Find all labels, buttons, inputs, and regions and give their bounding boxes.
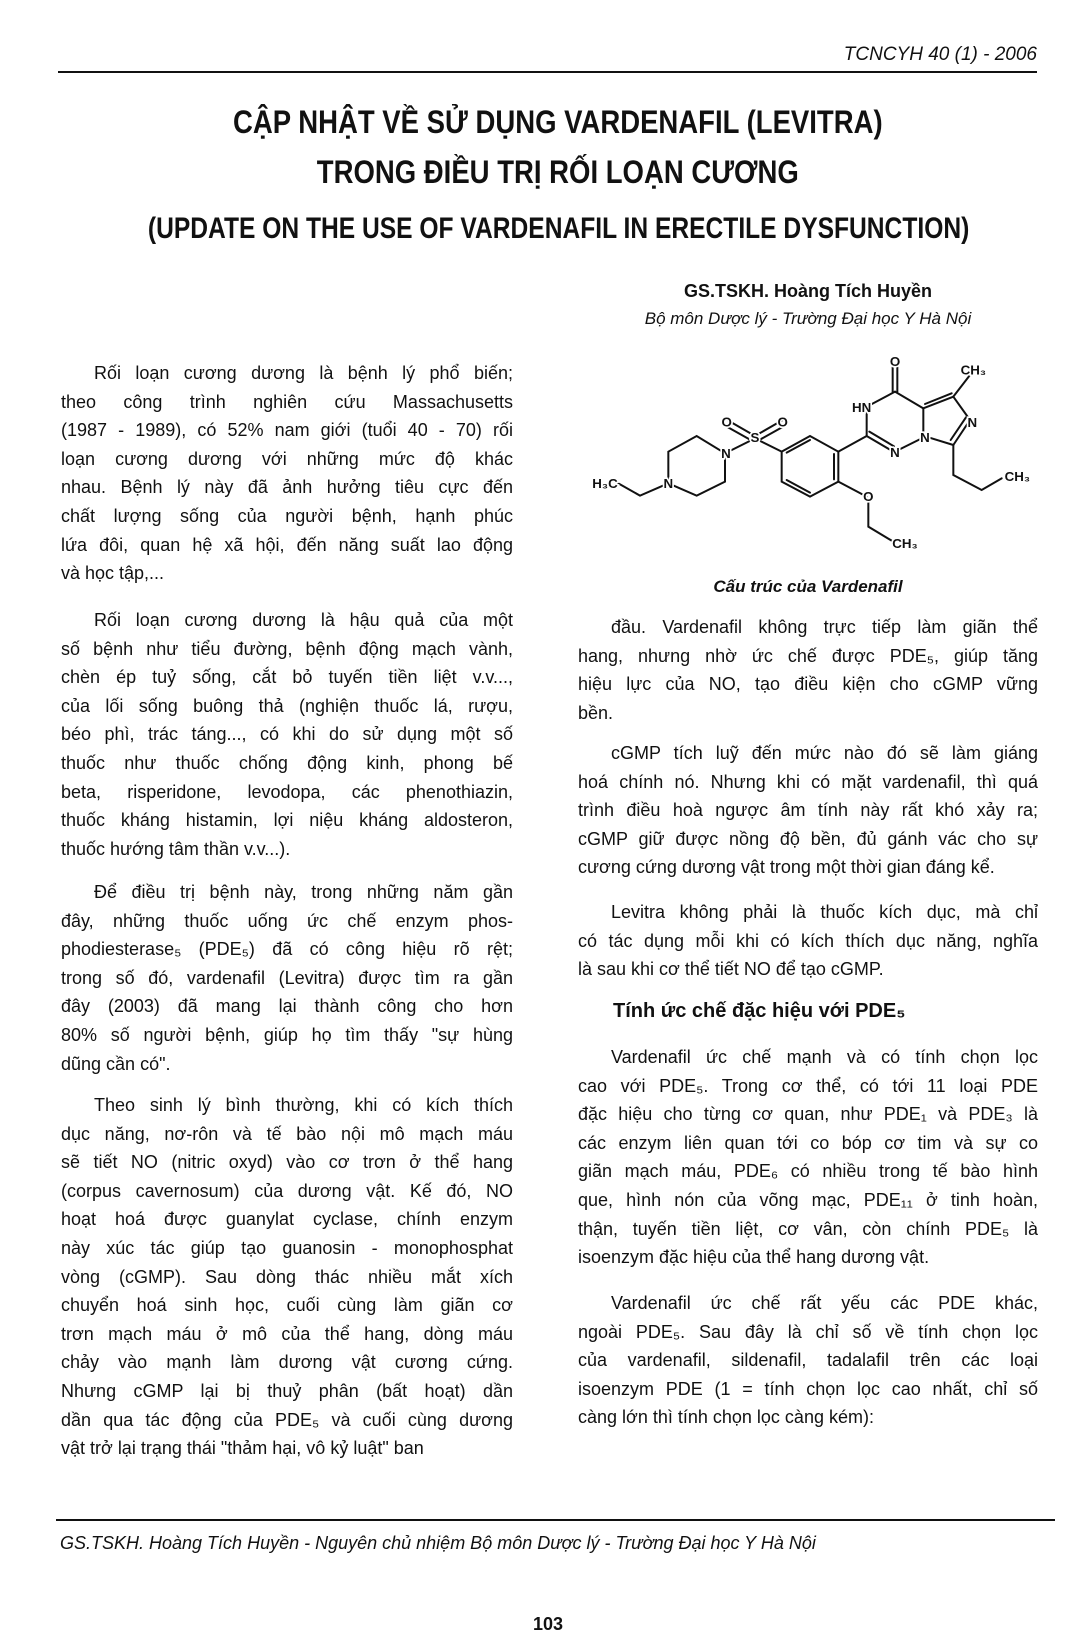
author-affiliation: Bộ môn Dược lý - Trường Đại học Y Hà Nội — [644, 309, 972, 328]
paragraph — [578, 1043, 1038, 1272]
title-line-1: CẬP NHẬT VỀ SỬ DỤNG VARDENAFIL (LEVITRA) — [232, 104, 883, 140]
atom-label: H₃C — [592, 475, 618, 491]
paragraph — [61, 1091, 513, 1463]
text-line: giãn mạch máu, PDE₆ có nhiều trong tế bào hình — [578, 1161, 1038, 1182]
text-line: Nhưng cGMP lại bị thuỷ phân (bất hoạt) dần — [61, 1380, 513, 1401]
footnote-rule — [56, 1519, 1055, 1521]
text-line: Vardenafil ức chế rất yếu các PDE khác, — [611, 1293, 1038, 1313]
text-line: bền. — [578, 702, 614, 723]
vardenafil-structure-diagram — [540, 330, 1050, 580]
title-line-2: TRONG ĐIỀU TRỊ RỐI LOẠN CƯƠNG — [316, 154, 799, 190]
text-line: thuốc hướng tâm thần v.v...). — [61, 838, 291, 859]
text-line: của lối sống buông thả (nghiện thuốc lá, rượu, — [61, 695, 513, 716]
text-line: (corpus cavernosum) của dương vật. Kế đó, NO — [61, 1180, 513, 1201]
atom-label: O — [863, 489, 874, 505]
text-line: dần qua tác động của PDE₅ và cuối cùng dương — [61, 1409, 513, 1430]
text-line: dũng cần có". — [61, 1053, 171, 1074]
text-line: trình điều hoà ngược âm tính này rất khó xảy ra; — [578, 800, 1038, 821]
text-line: thuốc kháng histamin, lợi niệu kháng aldosteron, — [61, 810, 513, 831]
text-line: số bệnh như tiểu đường, bệnh động mạch vành, — [61, 638, 513, 659]
text-line: loạn cương dương với những mức độ khác — [61, 448, 513, 469]
figure-caption: Cấu trúc của Vardenafil — [713, 577, 903, 596]
text-line: theo công trình nghiên cứu Massachusetts — [61, 391, 513, 412]
text-line: Để điều trị bệnh này, trong những năm gần — [94, 882, 513, 902]
text-line: nhau. Bệnh lý này đã ảnh hưởng tiêu cực đến — [61, 477, 513, 498]
atom-label: N — [890, 445, 900, 461]
text-line: phodiesterase₅ (PDE₅) đã có công hiệu rõ rệt; — [61, 939, 513, 960]
text-line: vòng (cGMP). Sau dòng thác nhiều mắt xích — [61, 1266, 513, 1287]
text-line: trong số đó, vardenafil (Levitra) được tìm ra gần — [61, 967, 513, 988]
text-line: béo phì, trác táng..., có khi do sử dụng một số — [61, 724, 513, 745]
text-line: cGMP giữ được nồng độ bền, đủ gánh vác cho sự — [578, 828, 1038, 849]
text-line: Rối loạn cương dương là bệnh lý phổ biến; — [94, 363, 513, 383]
paragraph — [578, 1289, 1038, 1432]
structure-bonds — [618, 362, 1001, 542]
text-line: beta, risperidone, levodopa, các phenothiazin, — [61, 781, 513, 802]
text-line: càng lớn thì tính chọn lọc càng kém): — [578, 1407, 874, 1428]
atom-label: O — [721, 414, 732, 430]
author-name: GS.TSKH. Hoàng Tích Huyền — [683, 281, 933, 301]
atom-label: CH₃ — [1004, 469, 1031, 485]
text-line: cao với PDE₅. Trong cơ thể, có tới 11 loại PDE — [578, 1075, 1038, 1096]
text-line: của vardenafil, sildenafil, tadalafil trên các loại — [578, 1350, 1038, 1371]
paragraph — [61, 878, 513, 1078]
page-number: 103 — [532, 1614, 564, 1634]
text-line: 80% số người bệnh, giúp họ tìm thấy "sự hùng — [61, 1024, 513, 1045]
text-line: lứa đôi, quan hệ xã hội, đến năng suất lao động — [61, 534, 513, 555]
text-line: chất lượng sống của người bệnh, hạnh phúc — [61, 505, 513, 526]
text-line: cGMP tích luỹ đến mức nào đó sẽ làm giáng — [611, 743, 1038, 763]
paragraph — [578, 898, 1038, 984]
text-line: và học tập,... — [61, 563, 165, 584]
text-line: có tác dụng mỗi khi có kích thích dục năng, nghĩa — [578, 930, 1038, 951]
atom-label: CH₃ — [892, 535, 918, 551]
author-footnote: GS.TSKH. Hoàng Tích Huyền - Nguyên chủ nhiệm Bộ môn Dược lý - Trường Đại học Y Hà Nội — [60, 1533, 816, 1553]
text-line: trơn mạch máu ở mô của thể hang, dòng máu — [61, 1323, 513, 1344]
atom-label: N — [920, 429, 930, 445]
text-line: là sau khi cơ thể tiết NO để tạo cGMP. — [578, 959, 884, 980]
text-line: que, hình nón của võng mạc, PDE₁₁ ở tinh hoàn, — [578, 1189, 1038, 1210]
text-line: hoá chính nó. Nhưng khi có mặt vardenafil, thì quá — [578, 771, 1038, 792]
paragraph — [578, 739, 1038, 882]
text-line: sẽ tiết NO (nitric oxyd) vào cơ trơn ở thể hang — [61, 1152, 513, 1173]
text-line: chèn ép tuỷ sống, cắt bỏ tuyến tiền liệt v.v..., — [61, 667, 513, 688]
english-subtitle: (UPDATE ON THE USE OF VARDENAFIL IN ERECTILE DYSFUNCTION) — [147, 212, 970, 245]
atom-label: N — [967, 415, 978, 431]
text-line: đây (2003) đã mang lại thành công cho hơn — [61, 996, 513, 1017]
atom-label: CH₃ — [960, 362, 987, 378]
text-line: chảy vào mạnh làm dương vật cương cứng. — [61, 1352, 513, 1373]
text-line: Vardenafil ức chế mạnh và có tính chọn lọc — [611, 1047, 1038, 1067]
text-line: này xúc tác giúp tạo guanosin - monophosphat — [61, 1237, 513, 1258]
text-line: đầu. Vardenafil không trực tiếp làm giãn thể — [611, 617, 1038, 637]
text-line: dục năng, nơ-rôn và tế bào nội mô mạch máu — [61, 1123, 513, 1144]
header-rule — [58, 71, 1037, 73]
paragraph — [61, 359, 513, 588]
text-line: các enzym liên quan tới co bóp cơ tim và sự co — [578, 1132, 1038, 1153]
text-line: chuyển hoá sinh học, cuối cùng làm giãn cơ — [61, 1295, 513, 1316]
text-line: Theo sinh lý bình thường, khi có kích thích — [94, 1095, 513, 1115]
text-line: (1987 - 1989), có 52% nam giới (tuổi 40 - 70) rối — [61, 420, 513, 441]
text-line: isoenzym đặc hiệu của thể hang dương vật. — [578, 1247, 930, 1268]
atom-label: HN — [852, 399, 872, 415]
text-line: vật trở lại trạng thái "thảm hại, vô kỷ luật" ban — [61, 1438, 424, 1459]
text-line: đây, những thuốc uống ức chế enzym phos- — [61, 910, 513, 931]
text-line: cương cứng dương vật trong một thời gian đáng kể. — [578, 857, 995, 878]
atom-label: N — [721, 445, 731, 461]
text-line: Levitra không phải là thuốc kích dục, mà chỉ — [611, 902, 1038, 922]
paragraph — [578, 613, 1038, 727]
atom-label: O — [889, 354, 901, 370]
text-line: hiệu lực của NO, tạo điều kiện cho cGMP vững — [578, 674, 1038, 695]
text-line: ngoài PDE₅. Sau đây là chỉ số về tính chọn lọc — [578, 1321, 1038, 1342]
paragraph — [61, 606, 513, 863]
text-line: thuốc như thuốc chống động kinh, phong bế — [61, 752, 513, 773]
text-line: hoạt hoá được guanylat cyclase, chính enzym — [61, 1209, 513, 1230]
text-line: Rối loạn cương dương là hậu quả của một — [94, 610, 513, 630]
journal-issue: TCNCYH 40 (1) - 2006 — [843, 44, 1037, 65]
section-heading: Tính ức chế đặc hiệu với PDE₅ — [613, 1000, 906, 1022]
text-line: thận, tuyến tiền liệt, cơ vân, còn chính PDE₅ là — [578, 1218, 1038, 1239]
atom-label: N — [663, 475, 674, 491]
atom-label: S — [750, 429, 760, 445]
text-line: đặc hiệu cho từng cơ quan, như PDE₁ và PDE₃ là — [578, 1104, 1038, 1125]
atom-label: O — [777, 414, 788, 430]
text-line: isoenzym PDE (1 = tính chọn lọc cao nhất, chỉ số — [578, 1378, 1038, 1399]
text-line: hang, nhưng nhờ ức chế được PDE₅, giúp tăng — [578, 645, 1038, 666]
